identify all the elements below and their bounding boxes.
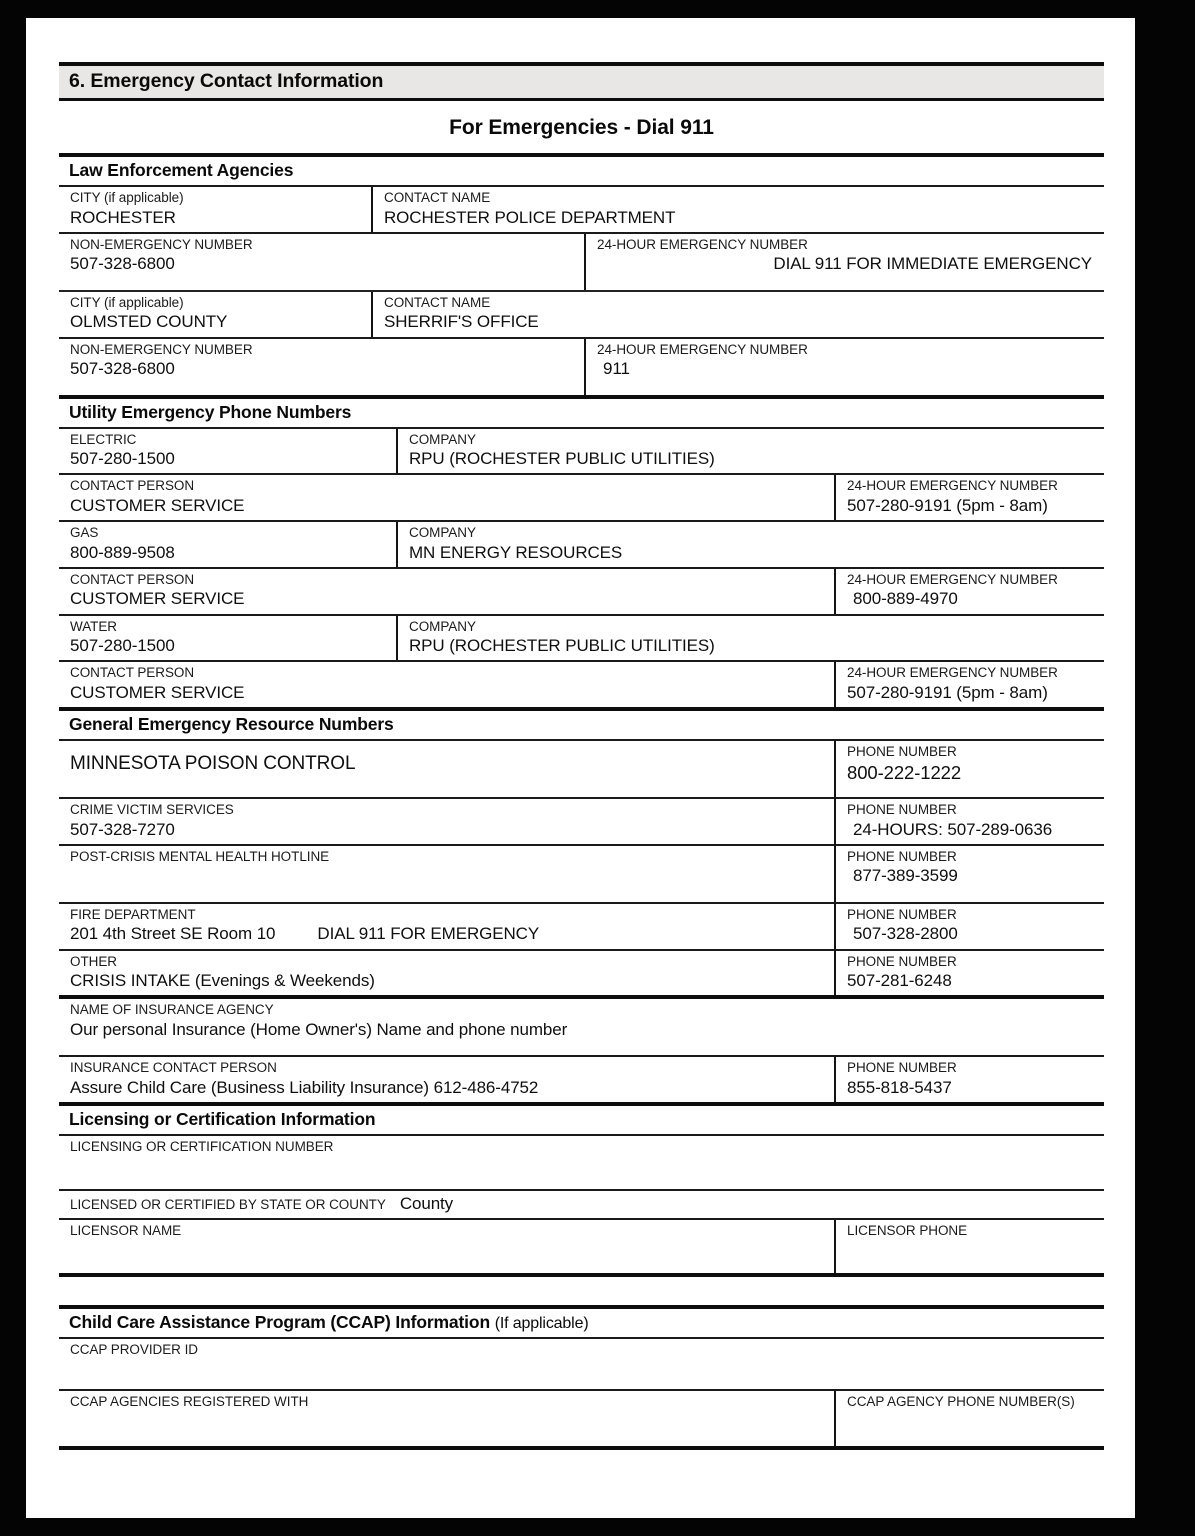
licensor-name-cell[interactable] bbox=[59, 1220, 834, 1273]
table-row bbox=[59, 1391, 1104, 1450]
resource-name-label: OTHER bbox=[70, 953, 118, 969]
non-emergency-value: 507-328-6800 bbox=[70, 254, 175, 274]
utility-emergency-value: 507-280-9191 (5pm - 8am) bbox=[847, 495, 1048, 515]
insurance-phone-value: 855-818-5437 bbox=[847, 1077, 952, 1097]
utility-contact-value: CUSTOMER SERVICE bbox=[70, 495, 245, 515]
ccap-provider-id-cell[interactable] bbox=[59, 1339, 1104, 1389]
contact-name-cell[interactable] bbox=[371, 292, 1104, 337]
phone-number-value: 507-328-2800 bbox=[853, 924, 958, 944]
emergency-number-cell[interactable] bbox=[584, 339, 1104, 395]
resource-name-cell[interactable] bbox=[59, 741, 834, 797]
phone-number-value: 507-281-6248 bbox=[847, 971, 952, 991]
non-emergency-cell[interactable] bbox=[59, 339, 584, 395]
table-row bbox=[59, 475, 1104, 522]
utility-contact-value: CUSTOMER SERVICE bbox=[70, 589, 245, 609]
insurance-agency-cell[interactable] bbox=[59, 999, 1104, 1055]
insurance-agency-label: NAME OF INSURANCE AGENCY bbox=[70, 1002, 274, 1018]
law-enforcement-heading: Law Enforcement Agencies bbox=[59, 153, 1104, 187]
resource-phone-cell[interactable] bbox=[834, 904, 1104, 949]
resource-name-value: CRISIS INTAKE (Evenings & Weekends) bbox=[70, 971, 375, 991]
ccap-agency-phone-value bbox=[847, 1410, 1104, 1411]
table-row bbox=[59, 1220, 1104, 1277]
table-row bbox=[59, 951, 1104, 1000]
non-emergency-label: NON-EMERGENCY NUMBER bbox=[70, 341, 253, 357]
table-row bbox=[59, 1136, 1104, 1191]
ccap-heading-text: Child Care Assistance Program (CCAP) Information bbox=[69, 1312, 490, 1333]
contact-name-label: CONTACT NAME bbox=[384, 294, 491, 310]
license-number-cell[interactable] bbox=[59, 1136, 1104, 1189]
utility-company-label: COMPANY bbox=[409, 525, 476, 541]
fire-department-note: DIAL 911 FOR EMERGENCY bbox=[317, 924, 540, 944]
utility-type-cell[interactable] bbox=[59, 429, 396, 474]
licensor-phone-cell[interactable] bbox=[834, 1220, 1104, 1273]
table-row bbox=[59, 187, 1104, 234]
phone-number-label: PHONE NUMBER bbox=[847, 906, 957, 922]
resource-phone-cell[interactable] bbox=[834, 951, 1104, 996]
utility-type-label: GAS bbox=[70, 525, 99, 541]
utility-contact-cell[interactable] bbox=[59, 569, 834, 614]
ccap-heading-sub: (If applicable) bbox=[494, 1315, 589, 1333]
utilities-heading: Utility Emergency Phone Numbers bbox=[59, 395, 1104, 429]
ccap-provider-id-label: CCAP PROVIDER ID bbox=[70, 1342, 198, 1358]
table-row bbox=[59, 429, 1104, 476]
city-label: CITY (if applicable) bbox=[70, 190, 184, 205]
table-row bbox=[59, 522, 1104, 569]
insurance-phone-label: PHONE NUMBER bbox=[847, 1060, 957, 1076]
ccap-agency-phone-cell[interactable] bbox=[834, 1391, 1104, 1446]
table-row bbox=[59, 1191, 1104, 1220]
contact-name-label: CONTACT NAME bbox=[384, 190, 491, 205]
ccap-agencies-cell[interactable] bbox=[59, 1391, 834, 1446]
contact-name-value: ROCHESTER POLICE DEPARTMENT bbox=[384, 207, 676, 227]
city-value: ROCHESTER bbox=[70, 207, 176, 227]
utility-type-value: 800-889-9508 bbox=[70, 542, 175, 562]
utility-emergency-cell[interactable] bbox=[834, 662, 1104, 707]
resource-name-value bbox=[70, 864, 834, 865]
resource-name-value: 507-328-7270 bbox=[70, 819, 175, 839]
insurance-contact-value: Assure Child Care (Business Liability Insurance) 612-486-4752 bbox=[70, 1077, 539, 1097]
licensor-phone-value bbox=[847, 1239, 1104, 1240]
ccap-provider-id-value bbox=[70, 1358, 1104, 1359]
phone-number-value: 24-HOURS: 507-289-0636 bbox=[853, 819, 1053, 839]
utility-contact-value: CUSTOMER SERVICE bbox=[70, 682, 245, 702]
ccap-agencies-label: CCAP AGENCIES REGISTERED WITH bbox=[70, 1394, 309, 1410]
emergency-number-label: 24-HOUR EMERGENCY NUMBER bbox=[597, 341, 808, 357]
insurance-phone-cell[interactable] bbox=[834, 1057, 1104, 1102]
phone-number-label: PHONE NUMBER bbox=[847, 802, 957, 818]
table-row bbox=[59, 799, 1104, 846]
table-row bbox=[59, 662, 1104, 707]
license-number-label: LICENSING OR CERTIFICATION NUMBER bbox=[70, 1139, 334, 1155]
section-header: 6. Emergency Contact Information bbox=[59, 62, 1104, 101]
insurance-contact-label: INSURANCE CONTACT PERSON bbox=[70, 1060, 277, 1076]
phone-number-label: PHONE NUMBER bbox=[847, 744, 957, 760]
utility-company-label: COMPANY bbox=[409, 431, 476, 447]
license-number-value bbox=[70, 1155, 1104, 1156]
document-page bbox=[26, 18, 1135, 1518]
contact-name-value: SHERRIF'S OFFICE bbox=[384, 312, 539, 332]
resource-name-value: MINNESOTA POISON CONTROL bbox=[70, 753, 356, 775]
utility-emergency-cell[interactable] bbox=[834, 569, 1104, 614]
phone-number-value: 877-389-3599 bbox=[853, 866, 958, 886]
city-cell[interactable] bbox=[59, 187, 371, 232]
table-row bbox=[59, 292, 1104, 339]
utility-emergency-label: 24-HOUR EMERGENCY NUMBER bbox=[847, 665, 1058, 681]
licensor-phone-label: LICENSOR PHONE bbox=[847, 1223, 968, 1239]
licensing-heading: Licensing or Certification Information bbox=[59, 1102, 1104, 1136]
city-value: OLMSTED COUNTY bbox=[70, 312, 228, 332]
utility-emergency-label: 24-HOUR EMERGENCY NUMBER bbox=[847, 478, 1058, 494]
table-row bbox=[59, 904, 1104, 951]
table-row bbox=[59, 1057, 1104, 1102]
city-label: CITY (if applicable) bbox=[70, 294, 184, 310]
resource-phone-cell[interactable] bbox=[834, 846, 1104, 902]
certified-by-label: LICENSED OR CERTIFIED BY STATE OR COUNTY bbox=[70, 1197, 386, 1213]
ccap-heading bbox=[59, 1305, 1104, 1339]
resource-phone-cell[interactable] bbox=[834, 741, 1104, 797]
certified-by-value: County bbox=[399, 1194, 454, 1214]
utility-company-cell[interactable] bbox=[396, 616, 1104, 661]
phone-number-value: 800-222-1222 bbox=[847, 761, 962, 783]
table-row bbox=[59, 339, 1104, 395]
utility-type-value: 507-280-1500 bbox=[70, 636, 175, 656]
utility-contact-cell[interactable] bbox=[59, 662, 834, 707]
emergency-number-value: DIAL 911 FOR IMMEDIATE EMERGENCY bbox=[773, 254, 1092, 274]
insurance-contact-cell[interactable] bbox=[59, 1057, 834, 1102]
table-row bbox=[59, 569, 1104, 616]
emergency-number-value: 911 bbox=[603, 359, 630, 379]
insurance-agency-value: Our personal Insurance (Home Owner's) Name and phone number bbox=[70, 1019, 568, 1039]
resource-name-cell[interactable] bbox=[59, 951, 834, 996]
resource-name-label: FIRE DEPARTMENT bbox=[70, 906, 196, 922]
contact-name-cell[interactable] bbox=[371, 187, 1104, 232]
utility-contact-cell[interactable] bbox=[59, 475, 834, 520]
emergency-number-label: 24-HOUR EMERGENCY NUMBER bbox=[597, 236, 808, 252]
resource-name-label: CRIME VICTIM SERVICES bbox=[70, 802, 234, 818]
table-row bbox=[59, 999, 1104, 1057]
page-title: For Emergencies - Dial 911 bbox=[449, 116, 714, 139]
ccap-agencies-value bbox=[70, 1410, 834, 1411]
utility-contact-label: CONTACT PERSON bbox=[70, 665, 195, 681]
utility-contact-label: CONTACT PERSON bbox=[70, 571, 195, 587]
emergency-number-cell[interactable] bbox=[584, 234, 1104, 290]
utility-company-label: COMPANY bbox=[409, 618, 476, 634]
form-content bbox=[59, 62, 1104, 1450]
resource-name-cell[interactable] bbox=[59, 904, 834, 949]
resource-name-cell[interactable] bbox=[59, 799, 834, 844]
licensor-name-value bbox=[70, 1239, 834, 1240]
utility-emergency-value: 507-280-9191 (5pm - 8am) bbox=[847, 682, 1048, 702]
utility-company-value: RPU (ROCHESTER PUBLIC UTILITIES) bbox=[409, 636, 715, 656]
phone-number-label: PHONE NUMBER bbox=[847, 848, 957, 864]
utility-company-cell[interactable] bbox=[396, 429, 1104, 474]
utility-emergency-cell[interactable] bbox=[834, 475, 1104, 520]
utility-company-value: RPU (ROCHESTER PUBLIC UTILITIES) bbox=[409, 449, 715, 469]
utility-company-cell[interactable] bbox=[396, 522, 1104, 567]
phone-number-label: PHONE NUMBER bbox=[847, 953, 957, 969]
table-row bbox=[59, 741, 1104, 799]
fire-department-address: 201 4th Street SE Room 10 bbox=[70, 924, 276, 944]
ccap-agency-phone-label: CCAP AGENCY PHONE NUMBER(S) bbox=[847, 1394, 1075, 1410]
city-cell[interactable] bbox=[59, 292, 371, 337]
utility-type-cell[interactable] bbox=[59, 522, 396, 567]
table-row bbox=[59, 234, 1104, 292]
utility-emergency-value: 800-889-4970 bbox=[853, 589, 958, 609]
resource-phone-cell[interactable] bbox=[834, 799, 1104, 844]
non-emergency-cell[interactable] bbox=[59, 234, 584, 290]
utility-type-label: ELECTRIC bbox=[70, 431, 137, 447]
licensing-ccap-gap bbox=[59, 1277, 1104, 1305]
non-emergency-value: 507-328-6800 bbox=[70, 359, 175, 379]
table-row bbox=[59, 616, 1104, 663]
general-resources-heading: General Emergency Resource Numbers bbox=[59, 707, 1104, 741]
resource-name-cell[interactable] bbox=[59, 846, 834, 902]
utility-type-cell[interactable] bbox=[59, 616, 396, 661]
utility-company-value: MN ENERGY RESOURCES bbox=[409, 542, 623, 562]
utility-contact-label: CONTACT PERSON bbox=[70, 478, 195, 494]
licensor-name-label: LICENSOR NAME bbox=[70, 1223, 182, 1239]
certified-by-cell[interactable] bbox=[59, 1191, 1104, 1218]
utility-type-label: WATER bbox=[70, 618, 117, 634]
resource-name-label: POST-CRISIS MENTAL HEALTH HOTLINE bbox=[70, 848, 330, 864]
utility-type-value: 507-280-1500 bbox=[70, 449, 175, 469]
table-row bbox=[59, 1339, 1104, 1391]
utility-emergency-label: 24-HOUR EMERGENCY NUMBER bbox=[847, 571, 1058, 587]
table-row bbox=[59, 846, 1104, 904]
non-emergency-label: NON-EMERGENCY NUMBER bbox=[70, 236, 253, 252]
